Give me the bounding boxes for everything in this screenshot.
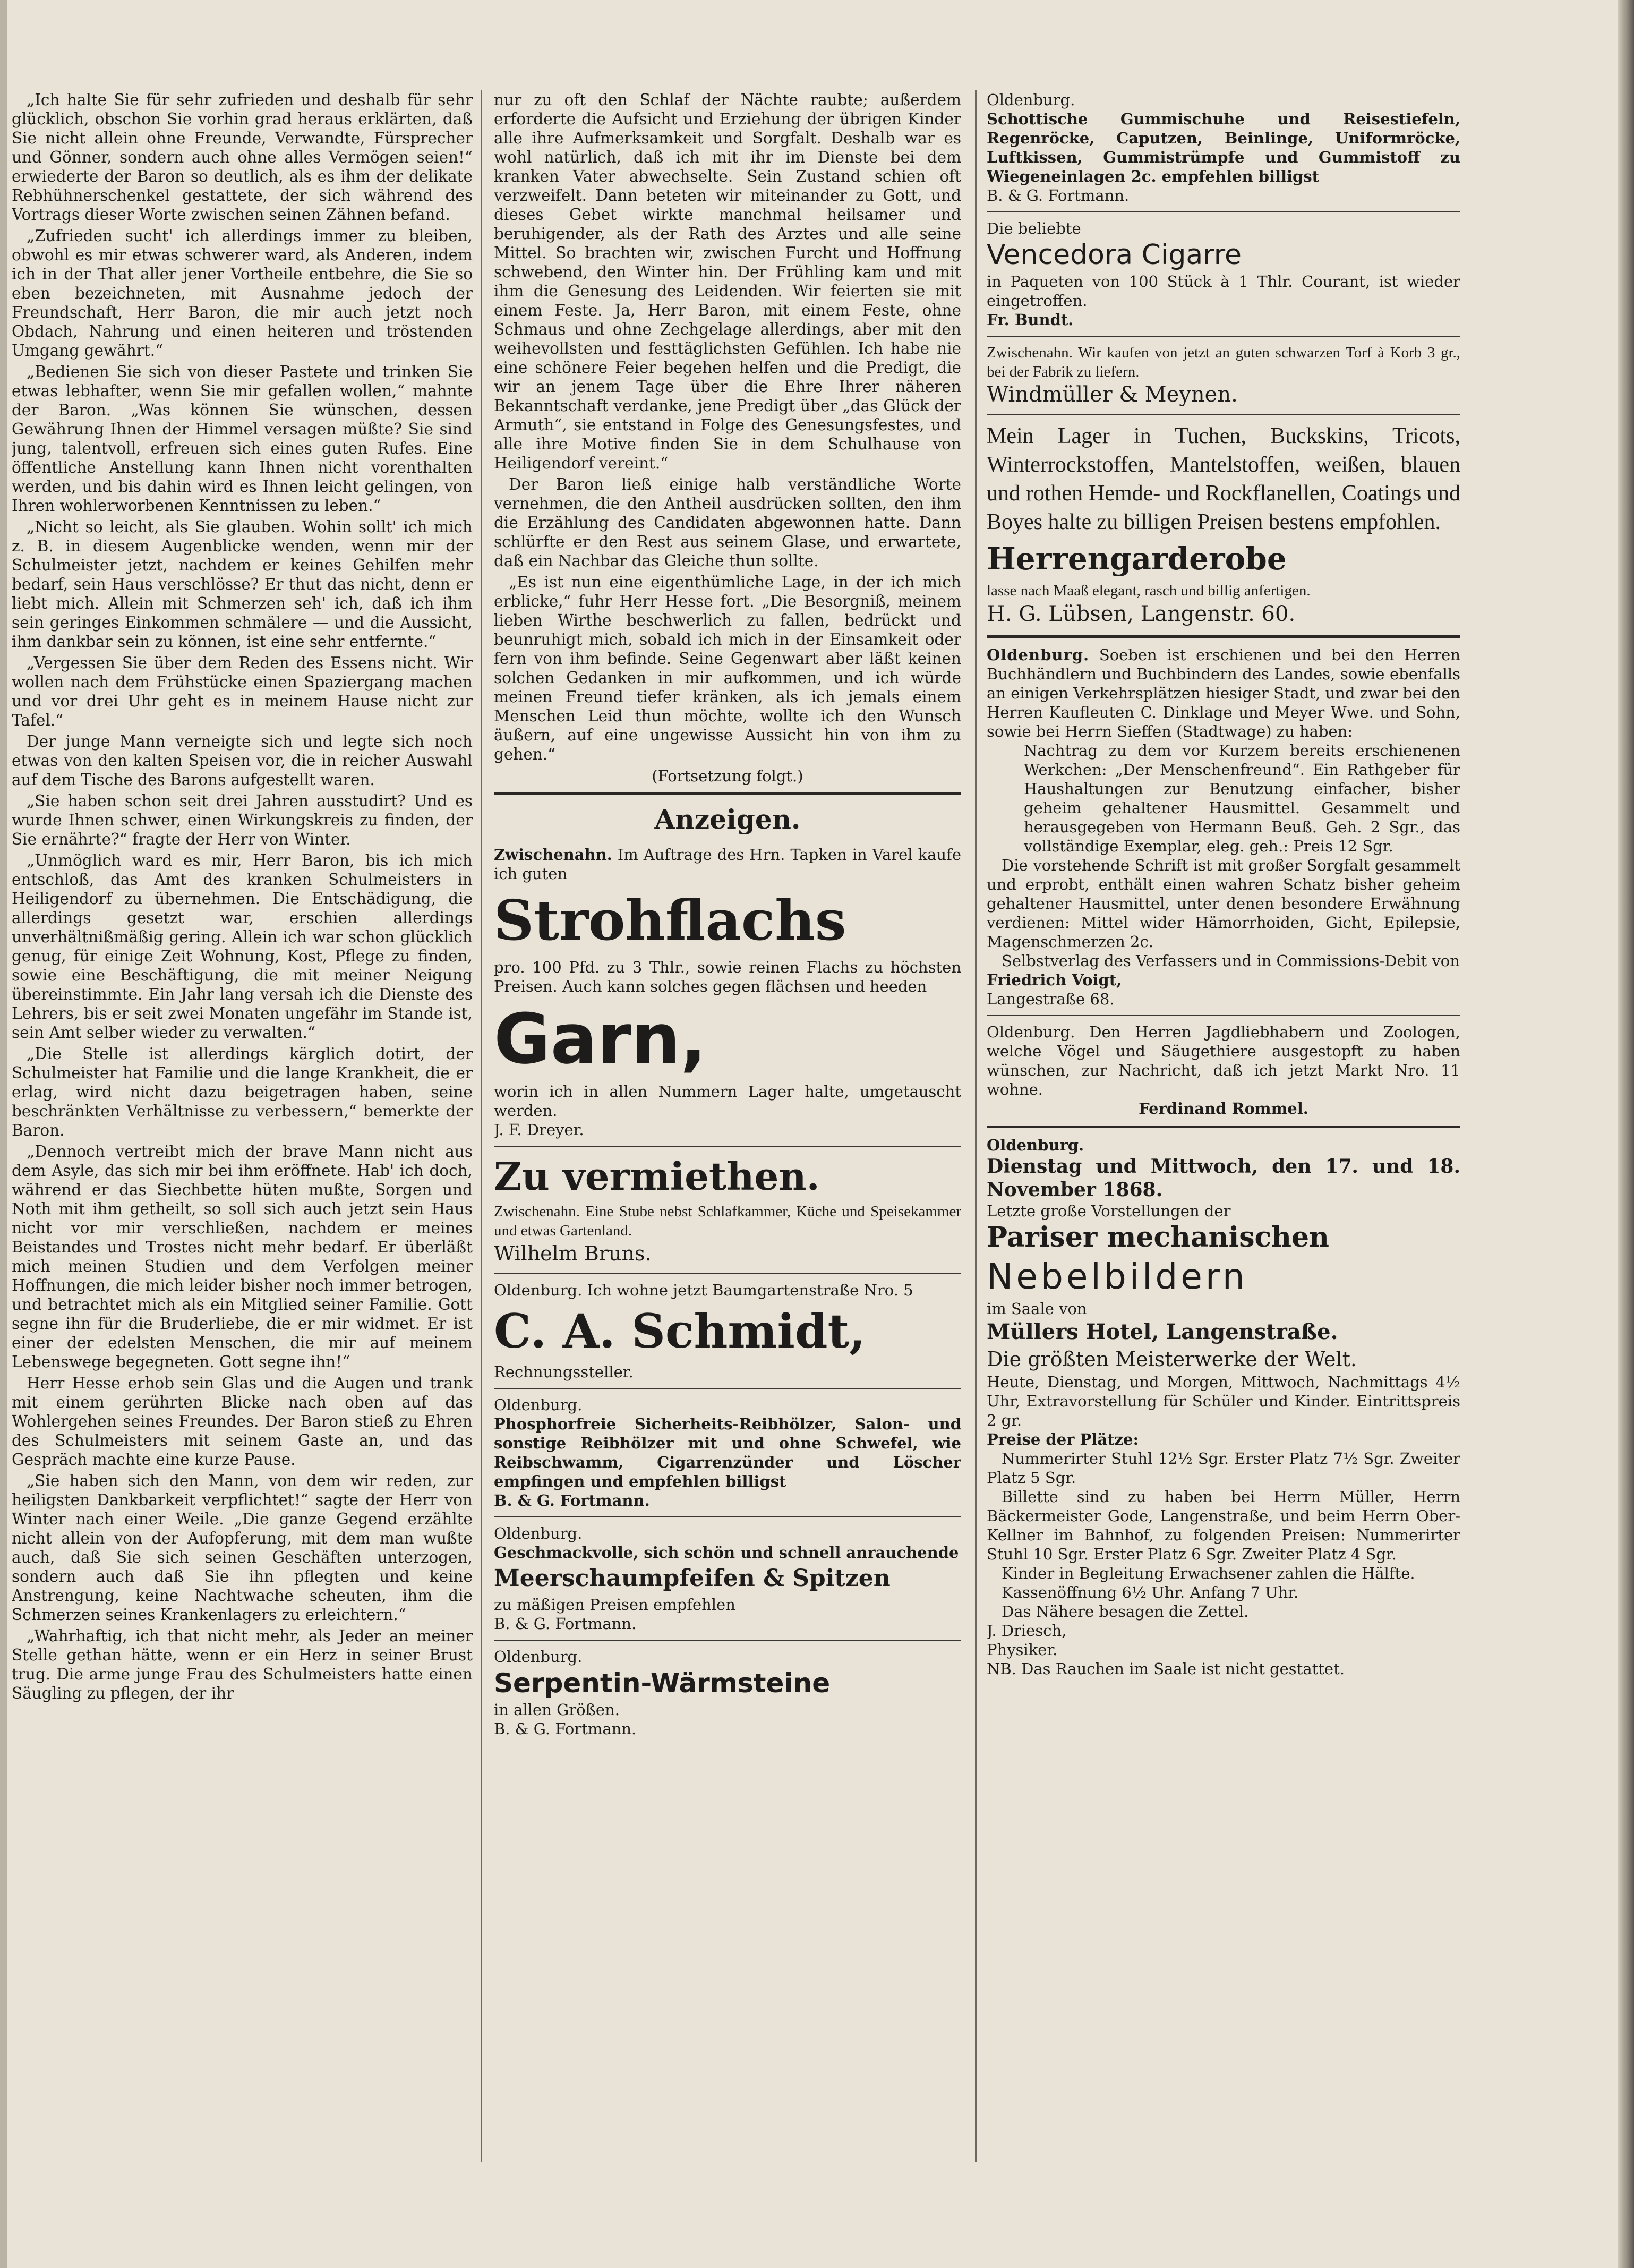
ad-text: Schottische Gummischuhe und Reisestiefeln, Regenröcke, Caputzen, Beinlinge, Uniformröcke, Luftkissen, Gummistrümpfe und Gummistoff zu Wiegeneinlagen 2c. empfehlen billigst (987, 110, 1460, 185)
ad-signature: Fr. Bundt. (987, 311, 1074, 329)
ad-signature: Windmüller & Meynen. (987, 382, 1238, 407)
ad-text: Zwischenahn. Eine Stube nebst Schlafkammer, Küche und Speisekammer und etwas Gartenland. (494, 1203, 961, 1239)
continuation-note: (Fortsetzung folgt.) (652, 767, 803, 785)
ad-text: lasse nach Maaß elegant, rasch und billig anfertigen. (987, 582, 1311, 599)
story-paragraph: Der Baron ließ einige halb verständliche Worte vernehmen, die den Antheil ausdrücken sollten, den ihm die Erzählung des Candidaten abgewonnen hatte. Dann schlürfte er den Rest aus seinem Glase, und erwartete, daß ein Nachbar das Gleiche thun sollte. (494, 475, 961, 570)
ad-signature-address: Langestraße 68. (987, 990, 1115, 1008)
ad-signature: J. F. Dreyer. (494, 1121, 584, 1139)
story-paragraph: „Die Stelle ist allerdings kärglich dotirt, der Schulmeister hat Familie und die lange Krankheit, die er erlag, wird nicht dazu beigetragen haben, seine beschränkten Verhältnisse zu verbessern,“ bemerkte der Baron. (12, 1045, 473, 1139)
ad-text: Die beliebte (987, 219, 1081, 237)
ad-divider (494, 1640, 961, 1641)
story-paragraph: „Ich halte Sie für sehr zufrieden und deshalb für sehr glücklich, obschon Sie vorhin grad heraus erklärten, daß Sie nicht allein ohne Freunde, Verwandte, Fürsprecher und Gönner, sondern auch ohne alles Vermögen seien!“ erwiederte der Baron so deutlich, als es ihm der delikate Rebhühnerschenkel gestattete, der sich während des Vortrags dieser Worte zwischen seinen Zähnen befand. (12, 91, 473, 224)
ad-strohflachs (494, 845, 961, 1139)
story-paragraph: „Nicht so leicht, als Sie glauben. Wohin sollt' ich mich z. B. in diesem Augenblicke wenden, wenn mir der Schulmeister jetzt, nachdem er keines Gehilfen mehr bedarf, sein Haus verschlösse? Er thut das nicht, denn er liebt mich. Allein mit Schmerzen seh' ich, daß ich ihm sein geringes Einkommen schmälere — und die Aussicht, ihm dankbar sein zu können, ist eine sehr entfernte.“ (12, 518, 473, 651)
ad-text: Letzte große Vorstellungen der (987, 1202, 1231, 1220)
story-column-1 (12, 90, 473, 1705)
ad-place: Oldenburg. (494, 1524, 583, 1542)
ad-text: Die vorstehende Schrift ist mit großer Sorgfalt gesammelt und erprobt, enthält einen wahren Schatz bisher geheim gehaltener Hausmittel, unter denen besondere Erwähnung verdienen: Mittel wider Hämorrhoiden, Gicht, Epilepsie, Magenschmerzen 2c. (987, 856, 1460, 951)
ad-text: pro. 100 Pfd. zu 3 Thlr., sowie reinen Flachs zu höchsten Preisen. Auch kann solches gegen flächsen und heeden (494, 958, 961, 995)
ad-headline-garn: Garn, (494, 999, 707, 1079)
ad-nebelbildern (987, 1136, 1460, 1678)
ad-subheading: Preise der Plätze: (987, 1430, 1139, 1448)
ad-headline-strohflachs: Strohflachs (494, 888, 846, 953)
story-paragraph: „Wahrhaftig, ich that nicht mehr, als Jeder an meiner Stelle gethan hätte, wenn er ein Herz in seiner Brust trug. Die arme junge Frau des Schulmeisters hatte einen Säugling zu pflegen, der ihr (12, 1627, 473, 1702)
ad-divider (987, 211, 1460, 212)
ad-text: im Saale von (987, 1300, 1087, 1318)
ad-text: Zwischenahn. Wir kaufen von jetzt an guten schwarzen Torf à Korb 3 gr., bei der Fabrik zu liefern. (987, 344, 1460, 380)
ad-meerschaum (494, 1524, 961, 1633)
ad-cigarre (987, 219, 1460, 329)
ads-column-3 (987, 90, 1460, 1678)
advertisements-heading: Anzeigen. (654, 804, 801, 835)
ad-signature: B. & G. Fortmann. (494, 1720, 637, 1738)
scan-edge-left (0, 0, 7, 2268)
ad-schmidt (494, 1281, 961, 1382)
ad-headline-serpentin: Serpentin-Wärmsteine (494, 1668, 831, 1699)
story-paragraph: „Bedienen Sie sich von dieser Pastete und trinken Sie etwas lebhafter, wenn Sie mir gefallen wollen,“ mahnte der Baron. „Was können Sie wünschen, dessen Gewährung Ihnen der Himmel versagen müßte? Sie sind jung, talentvoll, erfreuen sich eines guten Rufes. Eine öffentliche Anstellung kann Ihnen nicht vorenthalten werden, und bis dahin wird es Ihnen leicht gelingen, von Ihren wohlerworbenen Kenntnissen zu leben.“ (12, 363, 473, 515)
ad-text: Das Nähere besagen die Zettel. (1002, 1602, 1249, 1621)
ad-serpentin (494, 1647, 961, 1738)
story-paragraph: „Dennoch vertreibt mich der brave Mann nicht aus dem Asyle, das sich mir bei ihm eröffnete. Hab' ich doch, während er das Siechbette hüten mußte, Sorgen und Noth mit ihm getheilt, so soll sich auch jetzt sein Haus nicht vor mir verschließen, nachdem er meines Beistandes und Trostes nicht mehr bedarf. Er überläßt mich meinen Studien und dem Verfolgen meiner Hoffnungen, die mich leider bisher noch immer betrogen, und betrachtet mich als ein Mitglied seiner Familie. Gott segne ihn für die Bruderliebe, die er mir widmet. Er ist einer der edelsten Menschen, die mir auf meinem Lebenswege begegneten. Gott segne ihn!“ (12, 1142, 473, 1371)
ad-signature: Friedrich Voigt, (987, 971, 1122, 989)
ad-text: Oldenburg. Den Herren Jagdliebhabern und Zoologen, welche Vögel und Säugethiere ausgestopft zu haben wünschen, zur Nachricht, daß ich jetzt Markt Nro. 11 wohne. (987, 1023, 1460, 1098)
ad-text: Im Auftrage des Hrn. Tapken in Varel kaufe ich guten (494, 846, 961, 883)
ad-divider (987, 1015, 1460, 1016)
ad-text: zu mäßigen Preisen empfehlen (494, 1596, 735, 1614)
ad-headline-schmidt: C. A. Schmidt, (494, 1303, 866, 1359)
section-divider (494, 792, 961, 795)
ad-divider (987, 336, 1460, 337)
ad-signature: B. & G. Fortmann. (987, 186, 1130, 204)
ad-slogan: Die größten Meisterwerke der Welt. (987, 1348, 1357, 1371)
story-paragraph: „Vergessen Sie über dem Reden des Essens nicht. Wir wollen nach dem Frühstücke einen Spaziergang machen und vor drei Uhr geht es in meinem Hause nicht zur Tafel.“ (12, 654, 473, 729)
ad-signature-title: Physiker. (987, 1641, 1058, 1659)
story-paragraph: „Sie haben schon seit drei Jahren ausstudirt? Und es wurde Ihnen schwer, einen Wirkungskreis zu finden, der Sie ernährte?“ fragte der Herr von Winter. (12, 792, 473, 848)
ad-text: Soeben ist erschienen und bei den Herren Buchhändlern und Buchbindern des Landes, sowie ebenfalls an einigen Verkehrsplätzen hiesiger Stadt, und zwar bei den Herren Kaufleuten C. Dinklage und Meyer Wwe. und Sohn, sowie bei Herrn Sieffen (Stadtwage) zu haben: (987, 646, 1460, 740)
ad-note: NB. Das Rauchen im Saale ist nicht gestattet. (987, 1660, 1345, 1678)
ad-text: in Paqueten von 100 Stück à 1 Thlr. Courant, ist wieder eingetroffen. (987, 272, 1460, 310)
ad-text: Nachtrag zu dem vor Kurzem bereits erschienenen Werkchen: „Der Menschenfreund“. Ein Rathgeber für Haushaltungen zur Benutzung einfacher, bisher geheim gehaltener Hausmittel. Gesammelt und herausgegeben von Hermann Beuß. Geh. 2 Sgr., das vollständige Exemplar, eleg. geh.: Preis 12 Sgr. (1024, 741, 1460, 855)
ad-headline-herrengarderobe: Herrengarderobe (987, 541, 1287, 577)
ad-text: Mein Lager in Tuchen, Buckskins, Tricots, Winterrockstoffen, Mantelstoffen, weißen, blauen und rothen Hemde- und Rockflanellen, Coatings und Boyes halte zu billigen Preisen bestens empfohlen. (987, 424, 1460, 534)
story-paragraph: „Sie haben sich den Mann, von dem wir reden, zur heiligsten Dankbarkeit verpflichtet!“ sagte der Herr von Winter nach einer Weile. „Die ganze Gegend erzählte nicht allein von der Aufopferung, mit dem man wußte auch, daß Sie sich seinen Geschäften unterzogen, sondern auch daß Sie ihn pflegten und keine Anstrengung, keine Nachtwache scheuten, ihm die Schmerzen seines Krankenlagers zu erleichtern.“ (12, 1472, 473, 1624)
ad-text: in allen Größen. (494, 1701, 620, 1719)
ad-place: Oldenburg. (494, 1396, 583, 1414)
ad-signature: B. & G. Fortmann. (494, 1491, 650, 1510)
ad-text: Kinder in Begleitung Erwachsener zahlen die Hälfte. (1002, 1564, 1415, 1582)
ad-signature: Ferdinand Rommel. (1139, 1099, 1308, 1118)
ad-place: Oldenburg. (494, 1648, 583, 1666)
story-paragraph: „Zufrieden sucht' ich allerdings immer zu bleiben, obwohl es mir etwas schwerer ward, als Anderen, indem ich in der That aller jener Vortheile entbehre, die Sie so eben bezeichneten, mit Ausnahme jedoch der Freundschaft, Herr Baron, die mir auch jetzt noch Obdach, Nahrung und einen heiteren und tröstenden Umgang gewährt.“ (12, 227, 473, 360)
story-paragraph: nur zu oft den Schlaf der Nächte raubte; außerdem erforderte die Aufsicht und Erziehung der übrigen Kinder alle ihre Aufmerksamkeit und Sorgfalt. Deshalb war es wohl natürlich, daß ich mit ihr im Dienste bei dem kranken Vater abwechselte. Sein Zustand schien oft verzweifelt. Dann beteten wir miteinander zu Gott, und dieses Gebet wirkte manchmal heilsamer und beruhigender, als der Rath des Arztes und alle seine Mittel. So brachten wir, zwischen Furcht und Hoffnung schwebend, den Winter hin. Der Frühling kam und mit ihm die Genesung des Leidenden. Wir feierten sie mit einem Feste. Ja, Herr Baron, mit einem Feste, ohne Schmaus und ohne Zechgelage allerdings, aber mit den weihevollsten und festtäglichsten Gefühlen. Ich habe nie eine schönere Feier begehen helfen und die Predigt, die wir an jenem Tage über die Ehre Ihrer näheren Bekanntschaft verdanke, jene Predigt über „das Glück der Armuth“, sie entstand in Folge des Genesungsfestes, und alle ihre Motive finden Sie in dem Schulhause von Heiligendorf vereint.“ (494, 91, 961, 472)
ad-reibhoelzer (494, 1395, 961, 1510)
column-rule-1 (481, 90, 482, 2162)
ad-divider (494, 1146, 961, 1147)
ad-menschenfreund (987, 645, 1460, 1009)
story-paragraph: „Es ist nun eine eigenthümliche Lage, in der ich mich erblicke,“ fuhr Herr Hesse fort. „Die Besorgniß, meinem lieben Wirthe beschwerlich zu fallen, bedrückt und beunruhigt mich, sobald ich mich in der Einsamkeit oder fern von ihm befinde. Seine Gegenwart aber läßt keinen solchen Gedanken in mir aufkommen, und ich würde meinen Freund tiefer kränken, als ich jemals einem Menschen Leid thun möchte, wollte ich den Wunsch äußern, auf eine ungewisse Aussicht hin von ihm zu gehen.“ (494, 573, 961, 763)
ad-torf (987, 343, 1460, 408)
ad-vermiethen (494, 1153, 961, 1267)
ad-date: Dienstag und Mittwoch, den 17. und 18. November 1868. (987, 1155, 1460, 1201)
ad-text: Nummerirter Stuhl 12½ Sgr. Erster Platz 7½ Sgr. Zweiter Platz 5 Sgr. (987, 1450, 1460, 1487)
ad-signature: Wilhelm Bruns. (494, 1242, 652, 1265)
ad-signature: H. G. Lübsen, Langenstr. 60. (987, 602, 1296, 626)
ad-headline-pariser: Pariser mechanischen (987, 1221, 1329, 1254)
ad-divider (987, 414, 1460, 415)
ad-place: Oldenburg. (987, 646, 1090, 664)
ad-text: Rechnungssteller. (494, 1363, 634, 1381)
ad-signature: B. & G. Fortmann. (494, 1615, 637, 1633)
ad-text: Phosphorfreie Sicherheits-Reibhölzer, Salon- und sonstige Reibhölzer mit und ohne Schwefel, wie Reibschwamm, Cigarrenzünder und Löscher empfingen und empfehlen billigst (494, 1415, 961, 1490)
ad-divider (494, 1273, 961, 1274)
story-paragraph: Der junge Mann verneigte sich und legte sich noch etwas von den kalten Speisen vor, die in reicher Auswahl auf dem Tische des Barons aufgestellt waren. (12, 732, 473, 789)
story-column-2 (494, 90, 961, 1738)
ad-text: Kassenöffnung 6½ Uhr. Anfang 7 Uhr. (1002, 1583, 1299, 1601)
ad-headline-meerschaum: Meerschaumpfeifen & Spitzen (494, 1565, 891, 1592)
ad-divider (494, 1516, 961, 1517)
ad-gummischuhe (987, 90, 1460, 205)
ad-place: Zwischenahn. (494, 846, 612, 864)
section-divider (987, 635, 1460, 638)
ad-text: Geschmackvolle, sich schön und schnell anrauchende (494, 1544, 959, 1562)
ad-text: Selbstverlag des Verfassers und in Commissions-Debit von (1002, 952, 1460, 970)
ad-rommel (987, 1022, 1460, 1118)
scan-edge-right (1618, 0, 1634, 2268)
ad-text: Billette sind zu haben bei Herrn Müller, Herrn Bäckermeister Gode, Langenstraße, und beim Herrn Ober-Kellner im Bahnhof, zu folgenden Preisen: Nummerirter Stuhl 10 Sgr. Erster Platz 6 Sgr. Zweiter Platz 4 Sgr. (987, 1488, 1460, 1563)
section-divider (987, 1126, 1460, 1128)
ad-text: Heute, Dienstag, und Morgen, Mittwoch, Nachmittags 4½ Uhr, Extravorstellung für Schüler und Kinder. Eintrittspreis 2 gr. (987, 1373, 1460, 1429)
story-paragraph: „Unmöglich ward es mir, Herr Baron, bis ich mich entschloß, das Amt des kranken Schulmeisters in Heiligendorf zu übernehmen. Die Entschädigung, die allerdings gesetzt war, erschien allerdings unverhältnißmäßig gering. Allein ich war schon glücklich genug, für einige Zeit Wohnung, Kost, Pflege zu finden, sowie eine Beschäftigung, die mit meiner Neigung übereinstimmte. Ein Jahr lang versah ich die Dienste des Lehrers, bis er seit zwei Monaten ungefähr im Stande ist, sein Amt selber wieder zu verwalten.“ (12, 851, 473, 1042)
ad-headline-cigarre: Vencedora Cigarre (987, 239, 1242, 271)
ad-signature: J. Driesch, (987, 1622, 1067, 1640)
ad-place: Oldenburg. (987, 1136, 1084, 1154)
ad-headline-hotel: Müllers Hotel, Langenstraße. (987, 1319, 1338, 1344)
ad-place: Oldenburg. (987, 91, 1075, 109)
column-rule-2 (975, 90, 977, 2162)
ad-headline-vermiethen: Zu vermiethen. (494, 1154, 820, 1199)
ad-headline-nebelbildern: Nebelbildern (987, 1256, 1248, 1297)
ad-text: Oldenburg. Ich wohne jetzt Baumgartenstraße Nro. 5 (494, 1281, 913, 1299)
ad-text: worin ich in allen Nummern Lager halte, umgetauscht werden. (494, 1082, 961, 1120)
ad-divider (494, 1388, 961, 1389)
ad-tuchen (987, 422, 1460, 628)
story-paragraph: Herr Hesse erhob sein Glas und die Augen und trank mit einem gerührten Blicke nach oben auf das Wohlergehen seines Freundes. Der Baron stieß zu Ehren des Schulmeisters mit seinem Gaste an, und das Gespräch machte eine kurze Pause. (12, 1374, 473, 1469)
